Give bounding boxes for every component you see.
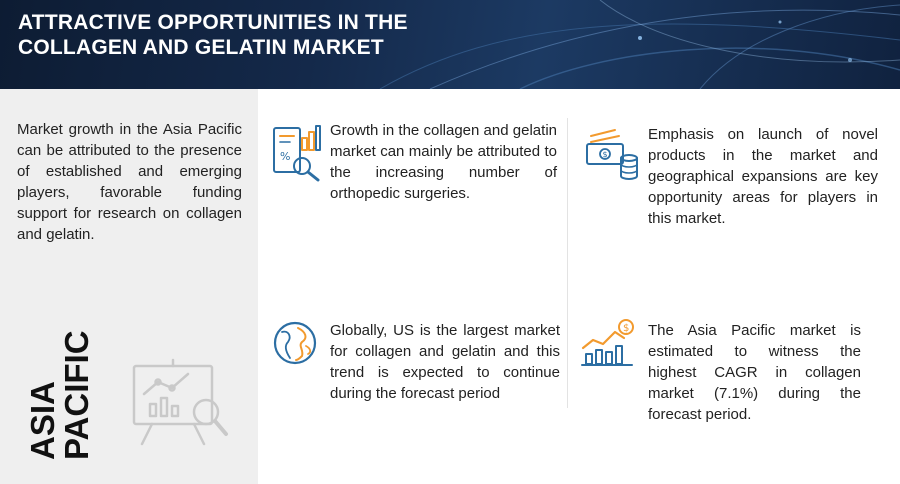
svg-text:$: $ (623, 323, 630, 334)
presentation-analytics-icon (128, 358, 233, 448)
card-text: Growth in the collagen and gelatin market can mainly be attributed to the increasing number of orthopedic surgeries. (330, 122, 557, 202)
page-header (0, 0, 900, 89)
page-title-line1: ATTRACTIVE OPPORTUNITIES IN THE (18, 11, 408, 34)
analysis-chart-icon (272, 120, 322, 182)
card-text: Globally, US is the largest market for collagen and gelatin and this trend is expected to continue during the forecast period (330, 322, 560, 402)
growth-bar-chart-icon (580, 318, 638, 368)
card-text: Emphasis on launch of novel products in the market and geographical expansions are key opportunity areas for players in this market. (648, 126, 878, 227)
region-label-line2: PACIFIC (58, 330, 95, 460)
money-coins-icon (585, 128, 640, 183)
svg-text:$: $ (602, 150, 608, 159)
region-label (26, 330, 94, 460)
sidebar-description: Market growth in the Asia Pacific can be attributed to the presence of established and emerging players, favorable funding support for research on collagen and gelatin. (17, 121, 242, 243)
page-title-line2: COLLAGEN AND GELATIN MARKET (18, 36, 384, 59)
globe-icon (272, 320, 318, 366)
page-title (18, 10, 538, 60)
column-divider (567, 118, 568, 408)
region-label-line1: ASIA (24, 381, 61, 460)
svg-text:%: % (280, 150, 291, 163)
card-text: The Asia Pacific market is estimated to witness the highest CAGR in collagen market (7.1%) during the forecast period. (648, 322, 861, 423)
